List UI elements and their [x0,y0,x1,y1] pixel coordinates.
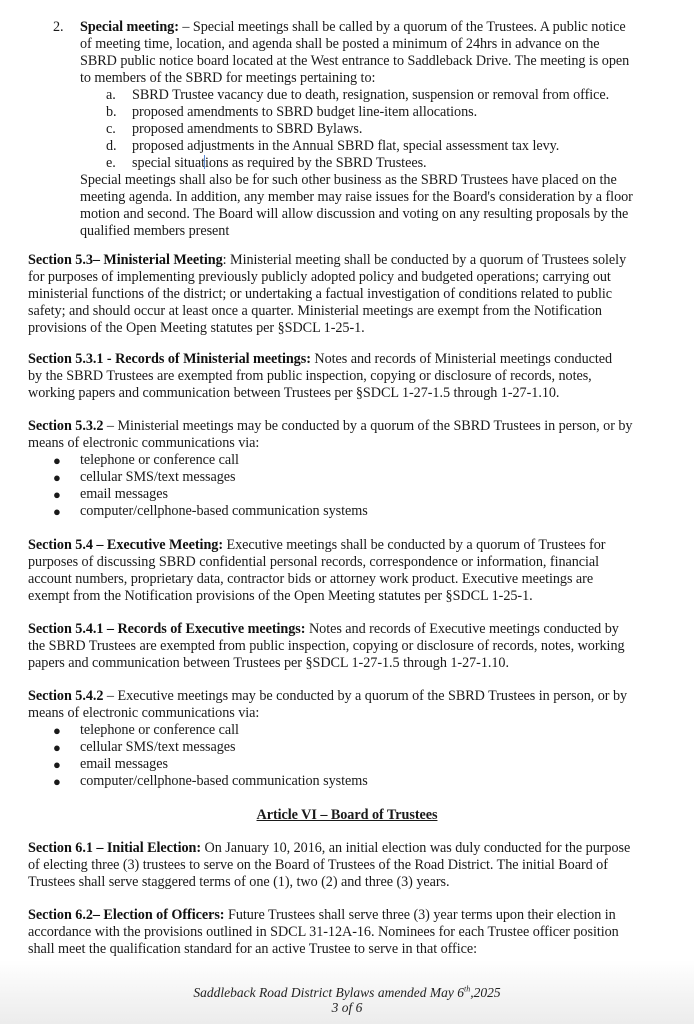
section-5-3-2-title: Section 5.3.2 [28,418,104,434]
special-meeting-closing-3: motion and second. The Board will allow discussion and voting on any resulting proposals by the [80,206,629,222]
section-5-3-line-3: ministerial functions of the district; or undertaking a factual investigation of conditions related to public [28,286,612,302]
section-6-1-line-3: Trustees shall serve staggered terms of one (1), two (2) and three (3) years. [28,874,450,890]
section-5-3-1-title: Section 5.3.1 - Records of Ministerial meetings: [28,351,311,367]
section-5-3-line-1 [28,252,626,269]
section-5-3-line-5: provisions of the Open Meeting statutes per §SDCL 1-25-1. [28,320,365,336]
list-item: computer/cellphone-based communication systems [80,503,368,519]
text: ,2025 [470,985,501,1000]
subitem-b: proposed amendments to SBRD budget line-item allocations. [132,104,478,120]
section-6-1-line-2: of electing three (3) trustees to serve on the Board of Trustees of the Road District. The initial Board of [28,857,608,873]
section-5-3-1-line-3: working papers and communication between Trustees per §SDCL 1-27-1.5 through 1-27-1.10. [28,385,560,401]
special-meeting-line-4: to members of the SBRD for meetings pertaining to: [80,70,376,86]
bullet-icon: ● [53,504,61,519]
list-item: cellular SMS/text messages [80,469,236,485]
text: – Executive meetings may be conducted by a quorum of the SBRD Trustees in person, or by [103,688,628,704]
section-5-3-1-line-2: by the SBRD Trustees are exempted from public inspection, copying or disclosure of records, notes, [28,368,592,384]
text: th [464,984,471,994]
bullet-icon: ● [53,453,61,468]
section-6-2-line-3: shall meet the qualification standard for an active Trustee to serve in that office: [28,941,478,957]
subitem-d: proposed adjustments in the Annual SBRD flat, special assessment tax levy. [132,138,560,154]
list-item: telephone or conference call [80,722,239,738]
section-5-4-line-2: purposes of discussing SBRD confidential personal records, correspondence or information, financial [28,554,600,570]
section-5-4-line-3: account numbers, proprietary data, contractor bids or attorney work product. Executive meetings are [28,571,594,587]
section-5-4-1-line-2: the SBRD Trustees are exempted from public inspection, copying or disclosure of records, notes, working [28,638,625,654]
text: Saddleback Road District Bylaws amended May 6 [193,985,465,1000]
special-meeting-line-1 [80,19,626,36]
section-6-1-line-1 [28,840,630,857]
article-heading: Article VI – Board of Trustees [256,807,438,823]
section-5-3-line-2: for purposes of implementing previously publicly adopted policy and budgeted operations; carrying out [28,269,611,285]
section-5-3-title: Section 5.3– Ministerial Meeting [28,252,223,268]
text: On January 10, 2016, an initial election was duly conducted for the purpose [201,840,631,856]
special-meeting-title: Special meeting: [80,19,179,35]
subitem-letter: b. [106,104,117,120]
subitem-e [132,155,427,172]
bullet-icon: ● [53,740,61,755]
section-5-4-title: Section 5.4 – Executive Meeting: [28,537,224,553]
section-5-4-1-line-1 [28,621,619,638]
list-item: computer/cellphone-based communication systems [80,773,368,789]
text: special situat [132,155,205,171]
section-6-2-line-2: accordance with the provisions outlined in SDCL 31-12A-16. Nominees for each Trustee officer position [28,924,619,940]
bullet-icon: ● [53,487,61,502]
subitem-letter: c. [106,121,116,137]
section-5-3-2-line-2: means of electronic communications via: [28,435,260,451]
section-5-4-line-4: exempt from the Notification provisions of the Open Meeting statutes per §SDCL 1-25-1. [28,588,533,604]
footer-title [0,985,694,1000]
list-number: 2. [53,19,64,35]
list-item: cellular SMS/text messages [80,739,236,755]
section-5-4-2-title: Section 5.4.2 [28,688,104,704]
section-6-2-title: Section 6.2– Election of Officers: [28,907,225,923]
subitem-letter: e. [106,155,116,171]
subitem-letter: a. [106,87,116,103]
section-6-1-title: Section 6.1 – Initial Election: [28,840,202,856]
special-meeting-closing-2: meeting agenda. In addition, any member may raise issues for the Board's consideration by a floor [80,189,633,205]
section-5-3-1-line-1 [28,351,612,368]
text: – Special meetings shall be called by a quorum of the Trustees. A public notice [178,19,626,35]
section-5-4-1-title: Section 5.4.1 – Records of Executive meetings: [28,621,306,637]
subitem-a: SBRD Trustee vacancy due to death, resignation, suspension or removal from office. [132,87,610,103]
bullet-icon: ● [53,723,61,738]
text: Notes and records of Ministerial meetings conducted [310,351,613,367]
page-number: 3 of 6 [331,1000,363,1015]
subitem-letter: d. [106,138,117,154]
section-6-2-line-1 [28,907,616,924]
section-5-4-2-line-1 [28,688,627,705]
section-5-3-2-line-1 [28,418,632,435]
section-5-4-2-line-2: means of electronic communications via: [28,705,260,721]
text: Notes and records of Executive meetings conducted by [305,621,619,637]
text: – Ministerial meetings may be conducted by a quorum of the SBRD Trustees in person, or by [103,418,633,434]
special-meeting-closing-1: Special meetings shall also be for such other business as the SBRD Trustees have placed on the [80,172,617,188]
subitem-c: proposed amendments to SBRD Bylaws. [132,121,363,137]
section-5-3-line-4: safety; and should occur at least once a quarter. Ministerial meetings are exempt from the Notification [28,303,602,319]
text: Executive meetings shall be conducted by a quorum of Trustees for [223,537,606,553]
text: ions as required by the SBRD Trustees. [204,155,427,171]
list-item: email messages [80,756,168,772]
section-5-4-1-line-3: papers and communication between Trustees per §SDCL 1-27-1.5 through 1-27-1.10. [28,655,509,671]
bullet-icon: ● [53,774,61,789]
section-5-4-line-1 [28,537,605,554]
text: : Ministerial meeting shall be conducted by a quorum of Trustees solely [222,252,627,268]
list-item: email messages [80,486,168,502]
bullet-icon: ● [53,470,61,485]
bullet-icon: ● [53,757,61,772]
special-meeting-line-3: SBRD public notice board located at the West entrance to Saddleback Drive. The meeting is open [80,53,630,69]
special-meeting-line-2: of meeting time, location, and agenda shall be posted a minimum of 24hrs in advance on the [80,36,600,52]
list-item: telephone or conference call [80,452,239,468]
text: Future Trustees shall serve three (3) year terms upon their election in [224,907,616,923]
special-meeting-closing-4: qualified members present [80,223,230,239]
